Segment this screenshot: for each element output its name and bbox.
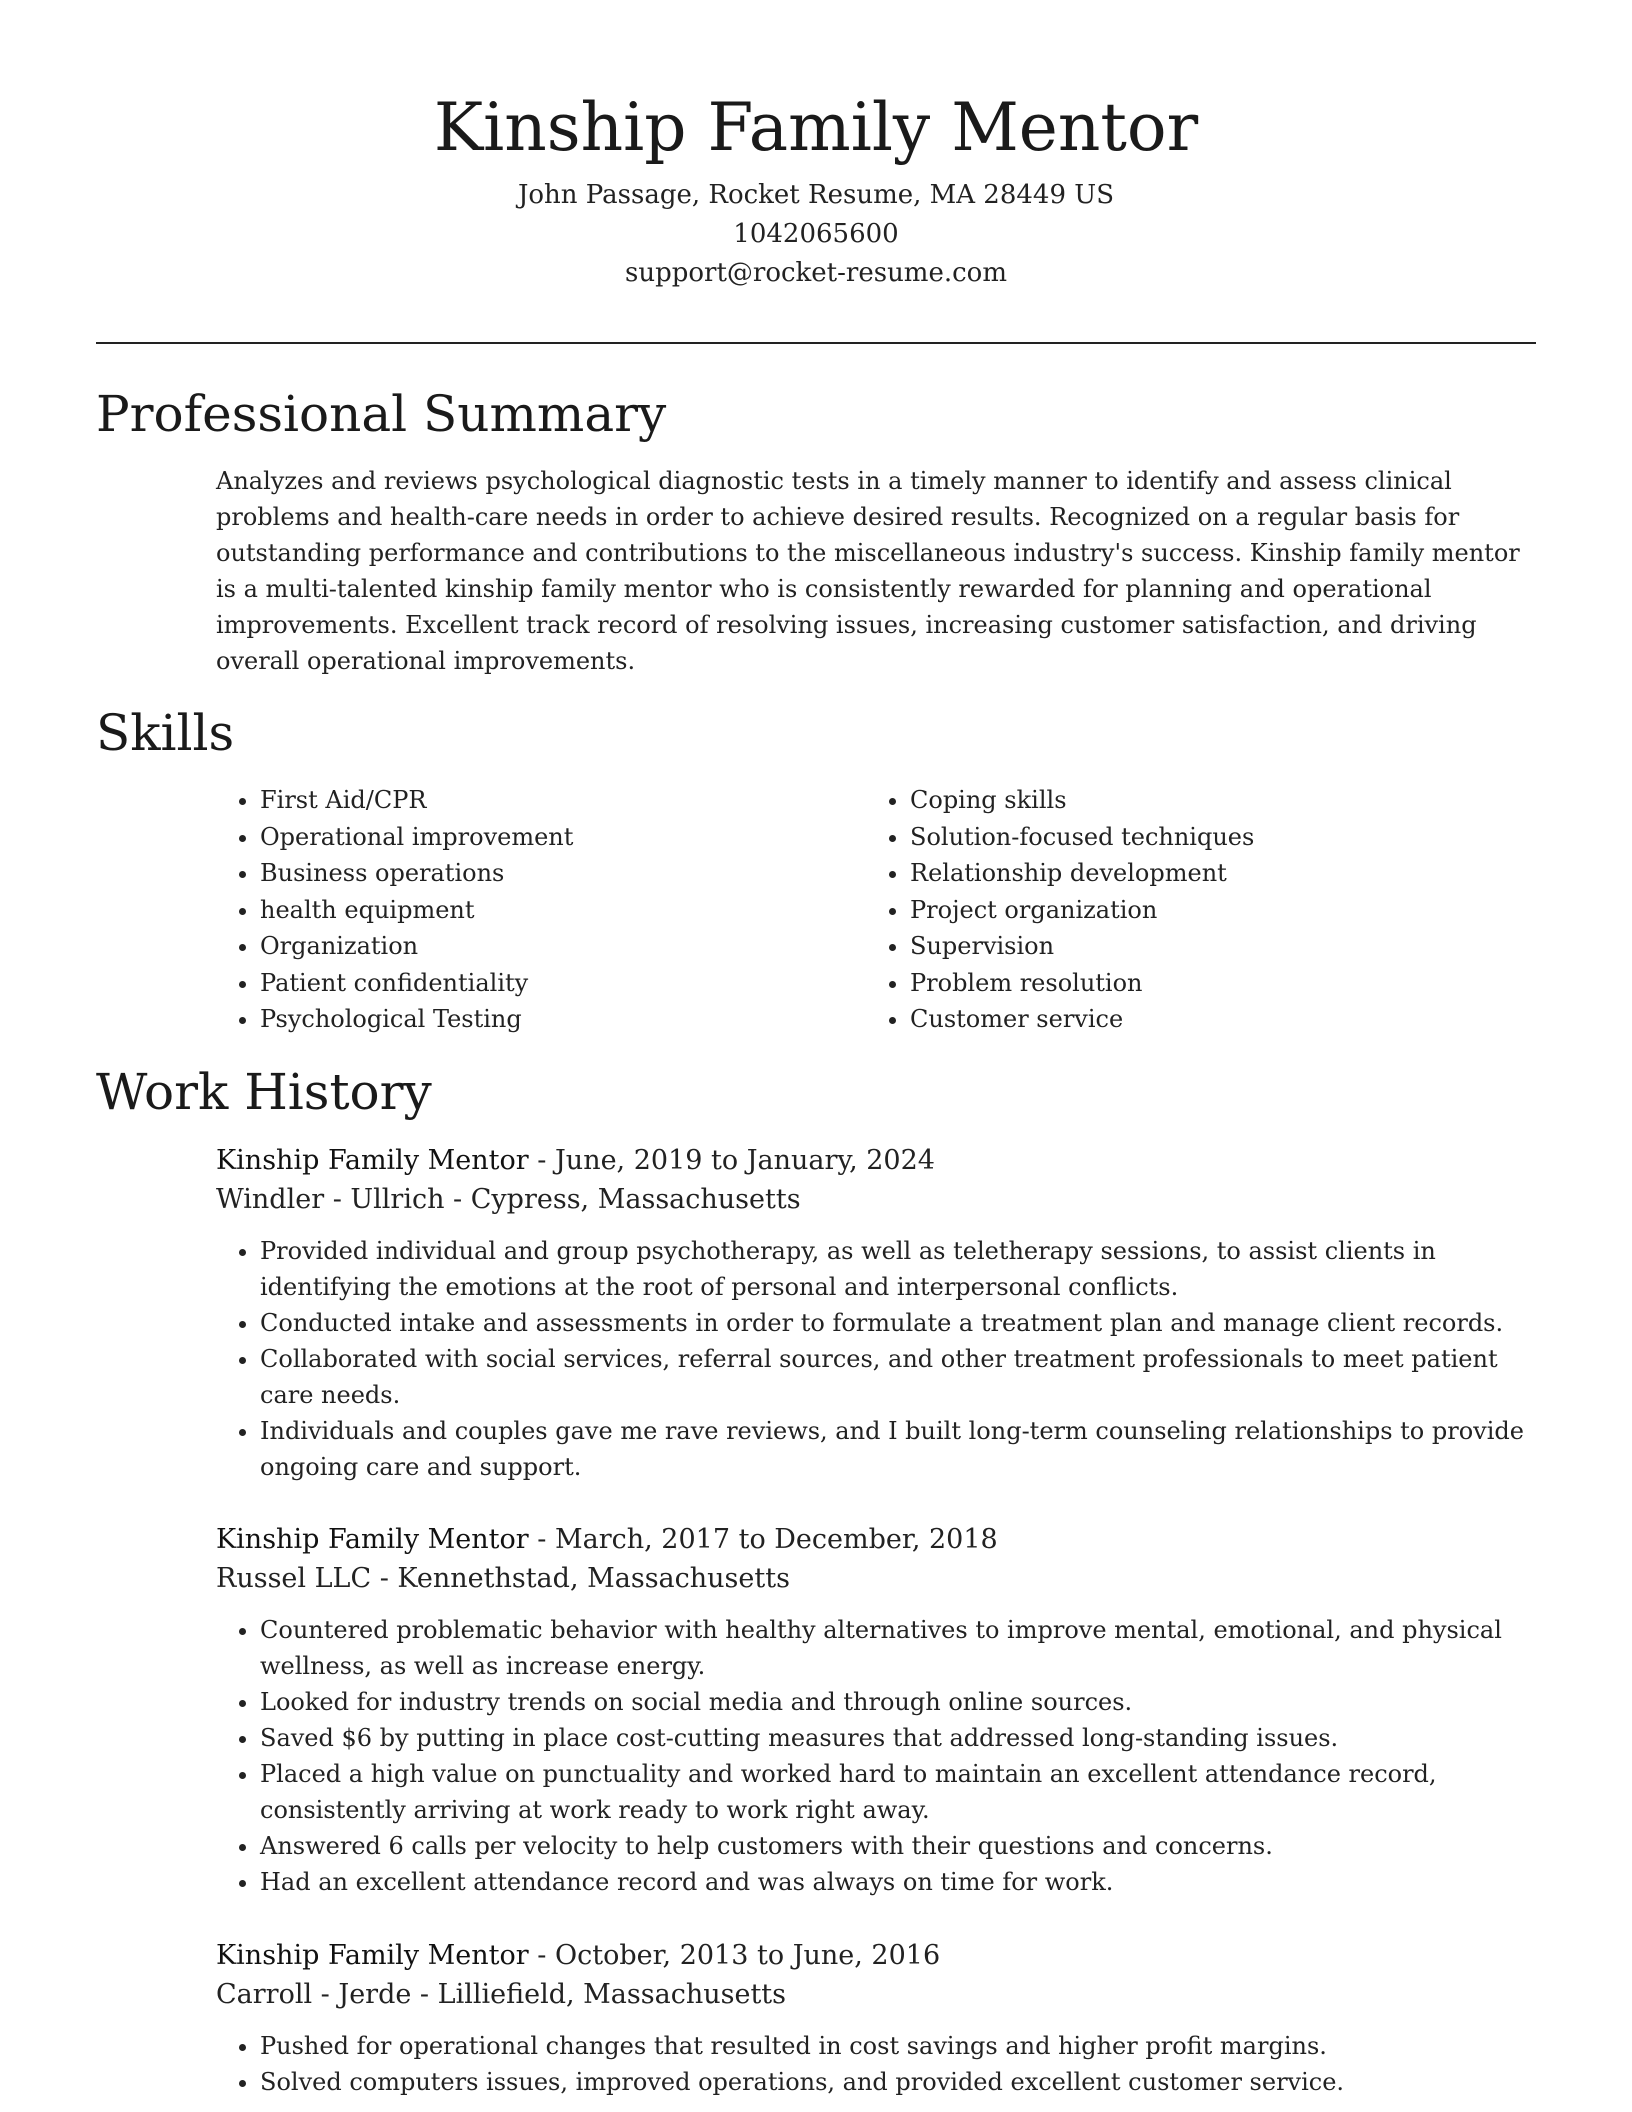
job-bullets (216, 1612, 1536, 1900)
job-bullet: • Countered problematic behavior with healthy alternatives to improve mental, emotional, and physical wellness, as well as increase energy. (260, 1612, 1536, 1684)
job-bullet: • Collaborated with social services, referral sources, and other treatment professionals to meet patient care needs. (260, 1341, 1536, 1413)
skill-item: • First Aid/CPR (260, 782, 866, 819)
job-dates: - March, 2017 to December, 2018 (528, 1524, 998, 1555)
job-dates: - June, 2019 to January, 2024 (528, 1145, 935, 1176)
job-employer: Russel LLC - Kennethstad, Massachusetts (216, 1563, 790, 1594)
resume-header (0, 80, 1632, 293)
skills-heading: Skills (96, 704, 235, 762)
summary-heading: Professional Summary (96, 385, 667, 443)
skill-item: • Relationship development (910, 855, 1516, 892)
job-employer: Windler - Ullrich - Cypress, Massachusetts (216, 1184, 801, 1215)
skill-item: • Project organization (910, 892, 1516, 929)
job-bullets (216, 1233, 1536, 1485)
contact-phone: 1042065600 (733, 219, 899, 249)
job-entry (216, 1520, 1536, 1900)
skill-item: • Supervision (910, 928, 1516, 965)
job-entry (216, 1141, 1536, 1485)
skill-item: • Psychological Testing (260, 1001, 866, 1038)
skill-item: • Solution-focused techniques (910, 819, 1516, 856)
skills-column-left (216, 782, 866, 1038)
job-bullet: • Individuals and couples gave me rave reviews, and I built long-term counseling relationships to provide ongoing care and support. (260, 1413, 1536, 1485)
skill-item: • Patient confidentiality (260, 965, 866, 1002)
skill-item: • Customer service (910, 1001, 1516, 1038)
skill-item: • health equipment (260, 892, 866, 929)
summary-text: Analyzes and reviews psychological diagnostic tests in a timely manner to identify and assess clinical problems and health-care needs in order to achieve desired results. Recognized on a regular basis for outstanding performance and contributions to the miscellaneous industry's success. Kinship family mentor is a multi-talented kinship family mentor who is consistently rewarded for planning and operational improvements. Excellent track record of resolving issues, increasing customer satisfaction, and driving overall operational improvements. (216, 467, 1520, 675)
job-dates: - October, 2013 to June, 2016 (528, 1940, 941, 1971)
skill-item: • Coping skills (910, 782, 1516, 819)
contact-email: support@rocket-resume.com (624, 258, 1007, 288)
contact-address: John Passage, Rocket Resume, MA 28449 US (517, 180, 1115, 210)
job-bullet: • Conducted intake and assessments in order to formulate a treatment plan and manage client records. (260, 1305, 1536, 1341)
job-bullet: • Had an excellent attendance record and was always on time for work. (260, 1864, 1536, 1900)
skill-item: • Operational improvement (260, 819, 866, 856)
job-bullets (216, 2028, 1536, 2100)
skill-item: • Organization (260, 928, 866, 965)
job-title-line (216, 1936, 1536, 1975)
job-title: Kinship Family Mentor (216, 1145, 529, 1176)
job-bullet: • Solved computers issues, improved operations, and provided excellent customer service. (260, 2064, 1536, 2100)
job-bullet: • Saved $6 by putting in place cost-cutting measures that addressed long-standing issues. (260, 1720, 1536, 1756)
job-title-line (216, 1520, 1536, 1559)
job-title: Kinship Family Mentor (216, 1524, 529, 1555)
header-divider (96, 342, 1536, 344)
job-title: Kinship Family Mentor (216, 1940, 529, 1971)
job-title-line (216, 1141, 1536, 1180)
job-entry (216, 1936, 1536, 2100)
skill-item: • Problem resolution (910, 965, 1516, 1002)
job-bullet: • Pushed for operational changes that resulted in cost savings and higher profit margins. (260, 2028, 1536, 2064)
job-employer: Carroll - Jerde - Lilliefield, Massachusetts (216, 1979, 787, 2010)
job-bullet: • Looked for industry trends on social media and through online sources. (260, 1684, 1536, 1720)
skills-column-right (866, 782, 1516, 1038)
skills-list (216, 782, 1536, 1038)
job-bullet: • Provided individual and group psychotherapy, as well as teletherapy sessions, to assist clients in identifying the emotions at the root of personal and interpersonal conflicts. (260, 1233, 1536, 1305)
skill-item: • Business operations (260, 855, 866, 892)
job-bullet: • Placed a high value on punctuality and worked hard to maintain an excellent attendance record, consistently arriving at work ready to work right away. (260, 1756, 1536, 1828)
candidate-name: Kinship Family Mentor (433, 89, 1199, 166)
job-bullet: • Answered 6 calls per velocity to help customers with their questions and concerns. (260, 1828, 1536, 1864)
work-history-heading: Work History (96, 1063, 432, 1121)
